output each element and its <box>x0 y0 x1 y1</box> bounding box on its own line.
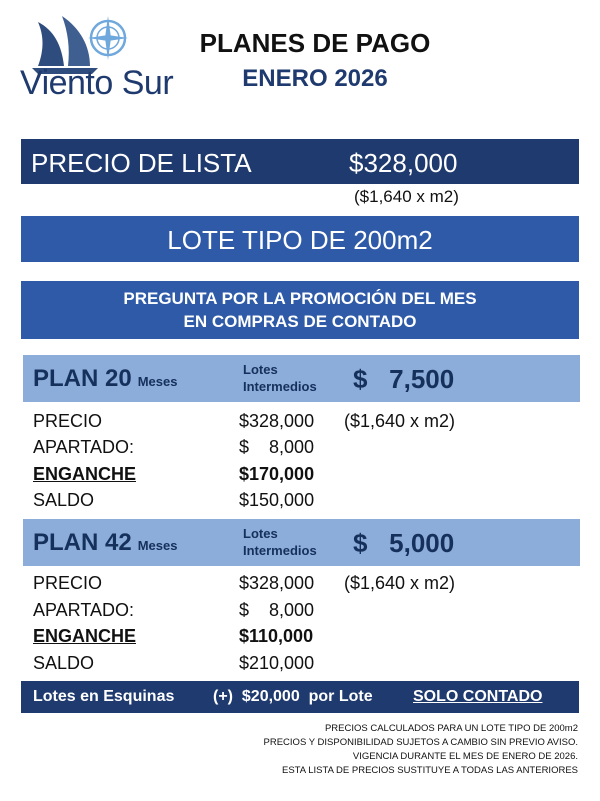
plan-42-lotes <box>243 525 317 559</box>
plan-20-precio-label: PRECIO <box>33 411 103 431</box>
esquinas-label: Lotes en Esquinas <box>33 688 175 705</box>
precio-lista-note: ($1,640 x m2) <box>354 187 459 206</box>
footnote-3: VIGENCIA DURANTE EL MES DE ENERO DE 2026. <box>352 751 578 762</box>
esquinas-price: (+) $20,000 por Lote <box>213 688 373 705</box>
promo-line-1: PREGUNTA POR LA PROMOCIÓN DEL MES <box>123 289 477 308</box>
plan-42-precio-value: $328,000 <box>239 573 315 593</box>
plan-42-enganche-label: ENGANCHE <box>33 626 137 646</box>
plan-42-apartado-label: APARTADO: <box>33 600 135 620</box>
plan-20-name <box>33 365 177 393</box>
plan-42-saldo-value: $210,000 <box>239 653 315 673</box>
esquinas-cta: SOLO CONTADO <box>413 688 543 705</box>
footnote-2: PRECIOS Y DISPONIBILIDAD SUJETOS A CAMBIO SIN PREVIO AVISO. <box>263 737 578 748</box>
plan-42-apartado-value: $ 8,000 <box>239 600 315 620</box>
plan-20-lotes-line1: Lotes <box>243 362 278 377</box>
plan-20-enganche-value: $170,000 <box>239 464 315 484</box>
plan-20-apartado-label: APARTADO: <box>33 437 135 457</box>
plan-20-header <box>23 355 580 402</box>
plan-20-title: PLAN 20 <box>33 365 132 392</box>
page-title: PLANES DE PAGO <box>199 28 431 58</box>
footnote-1: PRECIOS CALCULADOS PARA UN LOTE TIPO DE 200m2 <box>324 723 578 734</box>
plan-42-meses: Meses <box>137 538 178 553</box>
plan-42-header <box>23 519 580 566</box>
plan-42-saldo-label: SALDO <box>33 653 95 673</box>
plan-42-amount: $ 5,000 <box>353 528 455 558</box>
plan-20-meses: Meses <box>137 374 178 389</box>
footnote-4: ESTA LISTA DE PRECIOS SUSTITUYE A TODAS LAS ANTERIORES <box>282 765 578 776</box>
plan-20-enganche-label: ENGANCHE <box>33 464 137 484</box>
plan-20-amount: $ 7,500 <box>353 364 455 394</box>
plan-42-precio-label: PRECIO <box>33 573 103 593</box>
promo-banner <box>21 281 579 339</box>
lote-tipo-bar <box>21 216 579 262</box>
promo-line-2: EN COMPRAS DE CONTADO <box>183 312 417 331</box>
plan-20-saldo-value: $150,000 <box>239 490 315 510</box>
plan-20-apartado-value: $ 8,000 <box>239 437 315 457</box>
page-subtitle: ENERO 2026 <box>242 65 388 92</box>
logo-text: Viento Sur <box>20 64 174 102</box>
plan-42-enganche-value: $110,000 <box>239 626 314 646</box>
precio-lista-bar <box>21 139 579 184</box>
plan-42-title: PLAN 42 <box>33 529 132 556</box>
plan-42-lotes-line1: Lotes <box>243 526 278 541</box>
plan-20-lotes-line2: Intermedios <box>243 379 317 394</box>
precio-lista-price: $328,000 <box>349 148 458 178</box>
lote-tipo-text: LOTE TIPO DE 200m2 <box>167 225 433 255</box>
plan-20-lotes <box>243 361 317 395</box>
precio-lista-label: PRECIO DE LISTA <box>31 148 252 178</box>
plan-42-precio-note: ($1,640 x m2) <box>344 573 456 593</box>
lotes-esquinas-bar <box>21 681 579 713</box>
plan-42-lotes-line2: Intermedios <box>243 543 317 558</box>
plan-20-precio-value: $328,000 <box>239 411 315 431</box>
plan-20-precio-note: ($1,640 x m2) <box>344 411 456 431</box>
plan-42-name <box>33 529 177 557</box>
plan-20-saldo-label: SALDO <box>33 490 95 510</box>
